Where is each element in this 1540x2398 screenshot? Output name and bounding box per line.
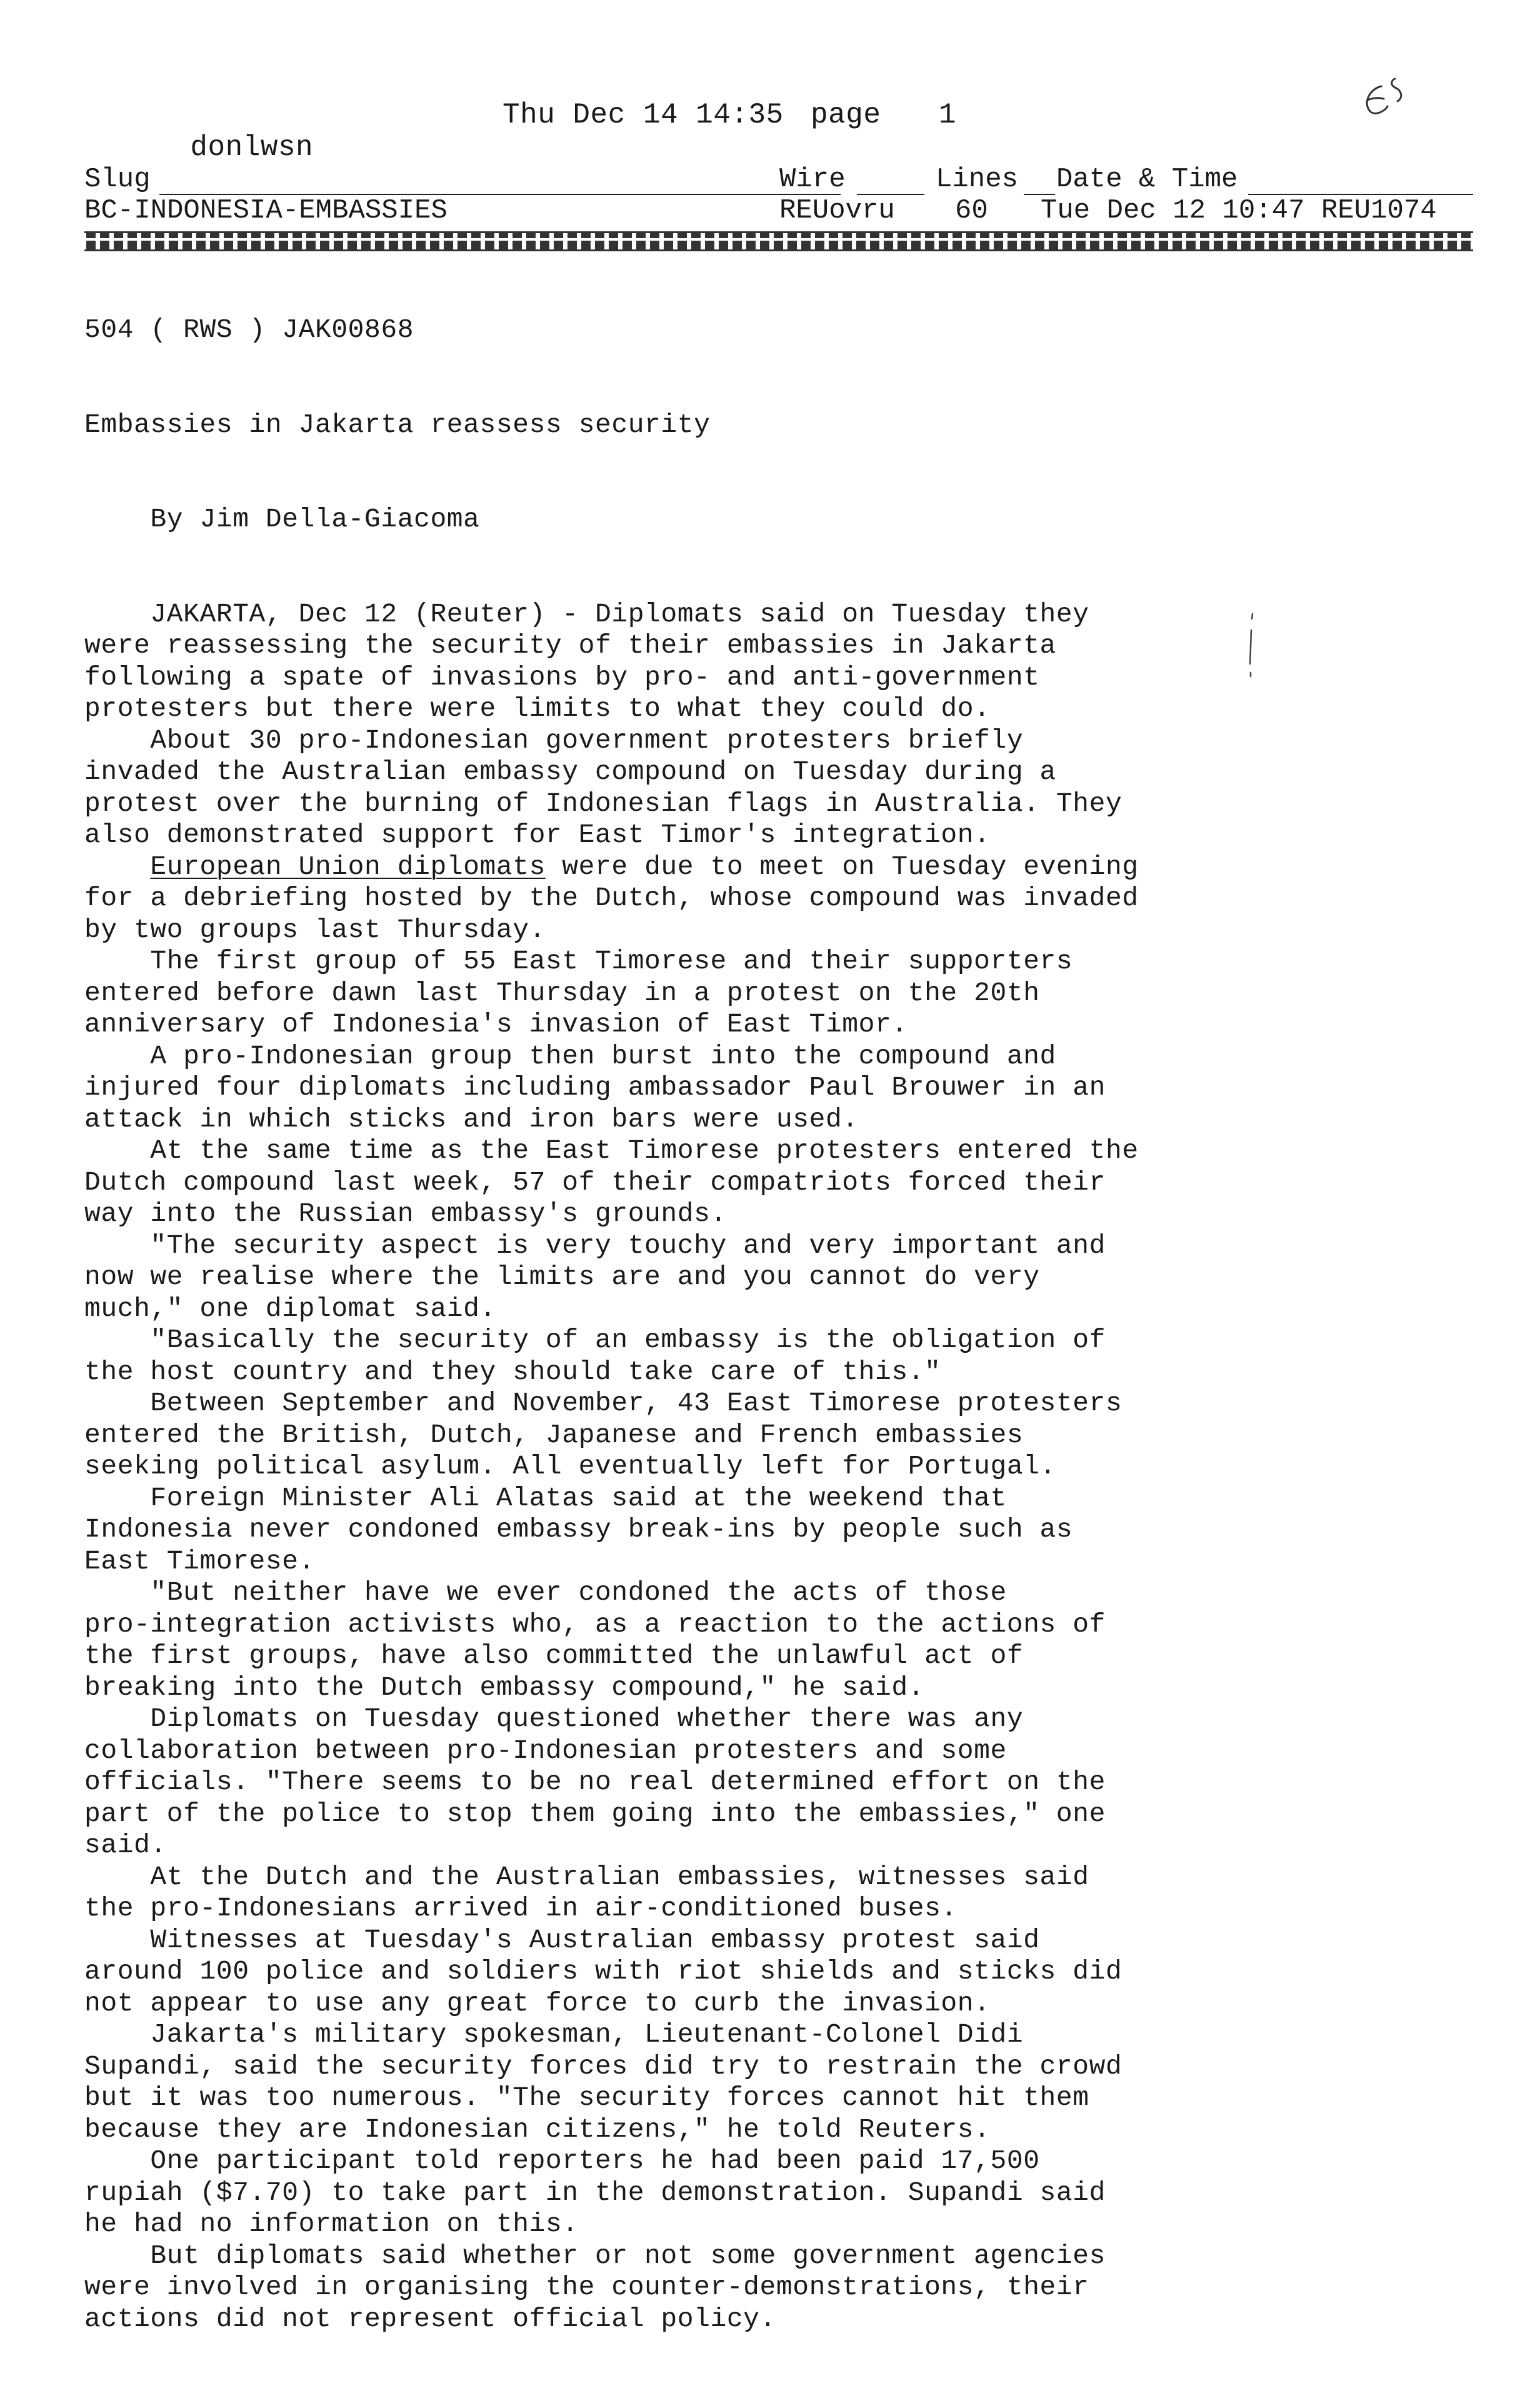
story-line: A pro-Indonesian group then burst into the compound and xyxy=(84,1040,1056,1071)
story-line: East Timorese. xyxy=(84,1545,315,1577)
date-time-label: Date & Time xyxy=(1056,164,1238,195)
story-line: European Union diplomats were due to meet on Tuesday evening xyxy=(150,851,1139,882)
story-line: Dutch compound last week, 57 of their compatriots forced their xyxy=(84,1166,1106,1198)
story-line: Indonesia never condoned embassy break-ins by people such as xyxy=(84,1514,1073,1545)
wire-value: REUovru xyxy=(779,195,895,226)
date-time-value: Tue Dec 12 10:47 REU1074 xyxy=(1041,195,1437,226)
story-byline: By Jim Della-Giacoma xyxy=(84,504,480,534)
slug-header-row xyxy=(84,164,1475,195)
lines-value: 60 xyxy=(955,195,988,226)
lines-label: Lines xyxy=(936,164,1019,195)
slug-values-row xyxy=(84,195,1475,228)
story-line: "But neither have we ever condoned the acts of those xyxy=(84,1577,1007,1608)
story-line: Between September and November, 43 East Timorese protesters xyxy=(84,1388,1122,1418)
story-line: At the same time as the East Timorese protesters entered the xyxy=(84,1135,1139,1166)
story-line: attack in which sticks and iron bars were used. xyxy=(84,1103,859,1135)
story-line: officials. "There seems to be no real determined effort on the xyxy=(84,1767,1106,1797)
story-line: the first groups, have also committed the unlawful act of xyxy=(84,1640,1024,1671)
header-page-number: 1 xyxy=(939,99,957,131)
story-line: Jakarta's military spokesman, Lieutenant-Colonel Didi xyxy=(84,2019,1024,2050)
story-line: much," one diplomat said. xyxy=(84,1293,496,1324)
header-user: donlwsn xyxy=(190,131,314,164)
margin-pencil-mark xyxy=(1248,611,1255,680)
story-line: not appear to use any great force to curb the invasion. xyxy=(84,1987,991,2019)
story-line: entered before dawn last Thursday in a protest on the 20th xyxy=(84,977,1040,1008)
story-line: injured four diplomats including ambassador Paul Brouwer in an xyxy=(84,1072,1106,1103)
story-line: around 100 police and soldiers with riot shields and sticks did xyxy=(84,1956,1122,1987)
story-line: The first group of 55 East Timorese and their supporters xyxy=(84,946,1073,976)
story-line: "The security aspect is very touchy and very important and xyxy=(84,1230,1106,1261)
story-line: now we realise where the limits are and you cannot do very xyxy=(84,1262,1040,1292)
story-line: Diplomats on Tuesday questioned whether there was any xyxy=(84,1703,1024,1734)
header-date: Thu Dec 14 14:35 xyxy=(502,99,784,131)
story-line: actions did not represent official policy. xyxy=(84,2303,776,2334)
story-line: Supandi, said the security forces did try to restrain the crowd xyxy=(84,2050,1122,2082)
story-line: were reassessing the security of their embassies in Jakarta xyxy=(84,630,1056,661)
story-line: he had no information on this. xyxy=(84,2209,579,2239)
story-line: following a spate of invasions by pro- and anti-government xyxy=(84,661,1040,693)
story-line: for a debriefing hosted by the Dutch, whose compound was invaded xyxy=(84,883,1139,913)
story-line: About 30 pro-Indonesian government protesters briefly xyxy=(84,725,1024,756)
story-line: But diplomats said whether or not some government agencies xyxy=(84,2240,1106,2271)
story-line: way into the Russian embassy's grounds. xyxy=(84,1198,727,1229)
story-line: also demonstrated support for East Timor's integration. xyxy=(84,820,991,850)
double-rule-separator xyxy=(84,231,1473,251)
story-line: One participant told reporters he had been paid 17,500 xyxy=(84,2145,1040,2176)
story-line: protesters but there were limits to what they could do. xyxy=(84,693,991,724)
story-line: said. xyxy=(84,1830,167,1860)
story-headline: Embassies in Jakarta reassess security xyxy=(84,409,711,440)
story-text xyxy=(84,599,1259,2335)
wire-label: Wire xyxy=(779,164,846,195)
story-line: breaking into the Dutch embassy compound," he said. xyxy=(84,1672,925,1703)
story-line: anniversary of Indonesia's invasion of East Timor. xyxy=(84,1009,908,1040)
story-line: invaded the Australian embassy compound on Tuesday during a xyxy=(84,756,1056,787)
story-line: part of the police to stop them going into the embassies," one xyxy=(84,1798,1106,1829)
story-line: JAKARTA, Dec 12 (Reuter) - Diplomats said on Tuesday they xyxy=(84,598,1089,630)
slug-value: BC-INDONESIA-EMBASSIES xyxy=(84,195,448,226)
story-id-line: 504 ( RWS ) JAK00868 xyxy=(84,314,414,345)
story-line: but it was too numerous. "The security forces cannot hit them xyxy=(84,2082,1089,2113)
story-line: seeking political asylum. All eventually left for Portugal. xyxy=(84,1451,1056,1482)
story-line: At the Dutch and the Australian embassies, witnesses said xyxy=(84,1861,1089,1892)
story-line: were involved in organising the counter-demonstrations, their xyxy=(84,2272,1089,2302)
story-line: because they are Indonesian citizens," he told Reuters. xyxy=(84,2114,991,2145)
story-line: entered the British, Dutch, Japanese and French embassies xyxy=(84,1419,1024,1450)
story-line: rupiah ($7.70) to take part in the demonstration. Supandi said xyxy=(84,2177,1106,2208)
story-line: collaboration between pro-Indonesian protesters and some xyxy=(84,1735,1007,1766)
underlined-phrase: European Union diplomats xyxy=(150,851,546,882)
story-body xyxy=(84,251,1259,2398)
story-line: by two groups last Thursday. xyxy=(84,914,546,945)
header-page-label: page xyxy=(811,99,881,131)
story-line: pro-integration activists who, as a reaction to the actions of xyxy=(84,1608,1106,1640)
story-line: Witnesses at Tuesday's Australian embassy protest said xyxy=(84,1924,1040,1955)
story-line: the pro-Indonesians arrived in air-conditioned buses. xyxy=(84,1893,958,1924)
story-line: "Basically the security of an embassy is the obligation of xyxy=(84,1325,1106,1355)
slug-label: Slug xyxy=(84,164,151,195)
story-line: Foreign Minister Ali Alatas said at the weekend that xyxy=(84,1482,1007,1513)
handwritten-initials xyxy=(1356,70,1412,126)
story-line: protest over the burning of Indonesian flags in Australia. They xyxy=(84,788,1122,819)
story-line: the host country and they should take care of this." xyxy=(84,1356,941,1387)
